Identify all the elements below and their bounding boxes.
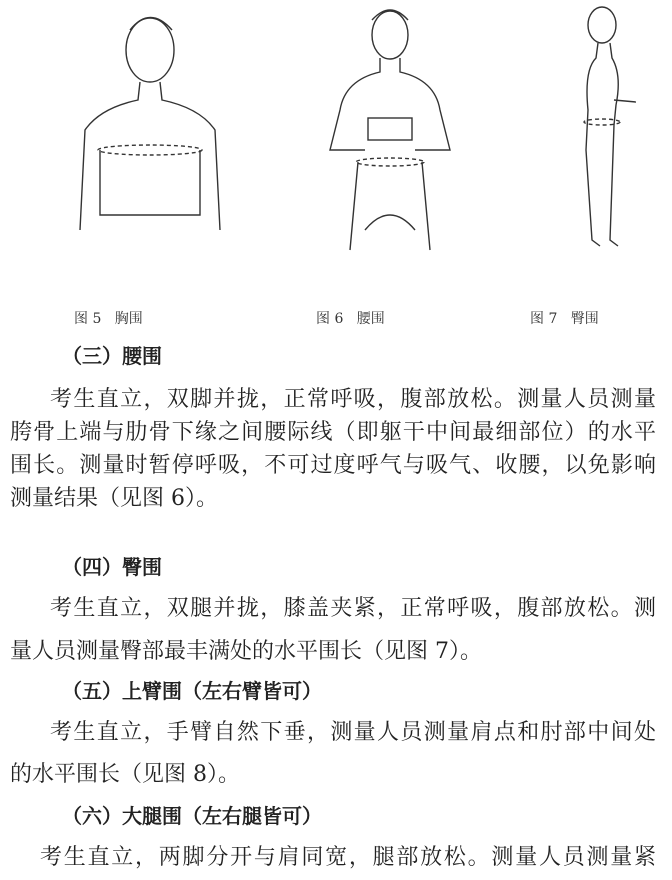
paragraph-line: 围长。测量时暂停呼吸，不可过度呼气与吸气、收腰，以免影响 [10,453,656,478]
figure-6-caption: 图 6 腰围 [316,311,385,327]
figure-7-caption: 图 7 臀围 [530,311,599,327]
figure-6-waist-illustration [320,0,460,260]
paragraph-line: 考生直立，双脚并拢，正常呼吸，腹部放松。测量人员测量 [50,387,656,412]
figure-7-hip-illustration [570,0,650,260]
paragraph-line: 考生直立，手臂自然下垂，测量人员测量肩点和肘部中间处 [50,720,656,745]
paragraph-line: 考生直立，两脚分开与肩同宽，腿部放松。测量人员测量紧 [40,845,656,870]
paragraph-line: 的水平围长（见图 8）。 [10,762,240,787]
paragraph-line: 考生直立，双腿并拢，膝盖夹紧，正常呼吸，腹部放松。测 [50,596,656,621]
paragraph-line: 测量结果（见图 6）。 [10,486,218,511]
section-heading-thigh: （六）大腿围（左右腿皆可） [62,804,322,828]
figure-5-caption: 图 5 胸围 [74,311,143,327]
paragraph-line: 胯骨上端与肋骨下缘之间腰际线（即躯干中间最细部位）的水平 [10,420,656,445]
section-heading-upper-arm: （五）上臂围（左右臂皆可） [62,679,322,703]
figure-5-chest-illustration [60,0,240,260]
paragraph-line: 量人员测量臀部最丰满处的水平围长（见图 7）。 [10,639,482,664]
section-heading-hip: （四）臀围 [62,555,162,579]
section-heading-waist: （三）腰围 [62,344,162,368]
